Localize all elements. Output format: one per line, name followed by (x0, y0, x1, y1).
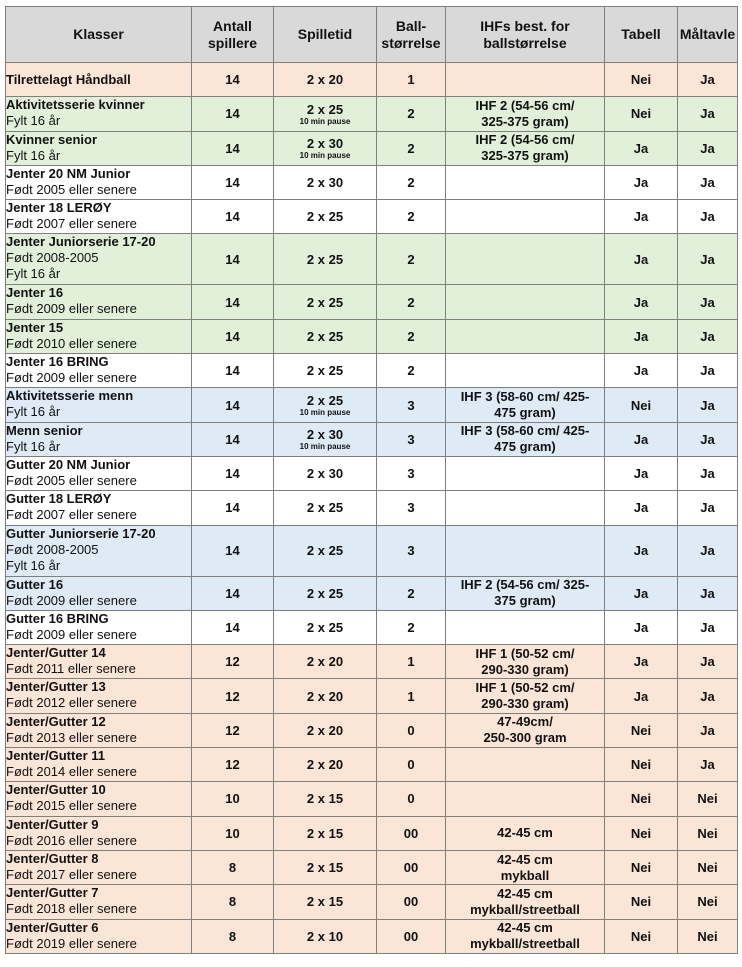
ihf-recommendation (446, 354, 605, 388)
table-row (6, 782, 738, 816)
playing-time-cell (274, 885, 377, 919)
header-klasser: Klasser (6, 7, 192, 63)
tabell-value: Ja (605, 319, 678, 353)
playing-time: 2 x 25 (306, 251, 344, 267)
header-spilletid: Spilletid (274, 7, 377, 63)
ihf-recommendation: 47-49cm/ 250-300 gram (446, 713, 605, 747)
class-cell (6, 200, 192, 234)
class-name: Jenter/Gutter 13 (6, 679, 106, 695)
maltavle-value: Ja (678, 525, 738, 576)
class-name: Jenter/Gutter 8 (6, 850, 99, 866)
class-age-note: Født 2012 eller senere (6, 695, 137, 711)
ihf-recommendation (446, 200, 605, 234)
class-age-note: Fylt 16 år (6, 113, 61, 129)
tabell-value: Nei (605, 713, 678, 747)
players-count: 10 (192, 816, 274, 850)
playing-time: 2 x 25 (306, 585, 344, 601)
header-ihf-best: IHFs best. for ballstørrelse (446, 7, 605, 63)
ball-size: 2 (377, 234, 446, 285)
class-age-note: Født 2019 eller senere (6, 935, 137, 951)
ball-size: 2 (377, 610, 446, 644)
players-count: 14 (192, 285, 274, 319)
class-cell (6, 919, 192, 953)
players-count: 12 (192, 645, 274, 679)
class-name: Jenter 20 NM Junior (6, 165, 131, 181)
playing-time: 2 x 30 (306, 427, 344, 443)
class-age-note: Født 2009 eller senere (6, 370, 137, 386)
playing-time-cell (274, 491, 377, 525)
header-tabell: Tabell (605, 7, 678, 63)
class-cell (6, 679, 192, 713)
ball-size: 3 (377, 422, 446, 456)
class-name: Jenter Juniorserie 17-20 (6, 234, 156, 250)
ihf-recommendation (446, 63, 605, 97)
class-name: Aktivitetsserie menn (6, 388, 134, 404)
table-row (6, 63, 738, 97)
ihf-recommendation (446, 234, 605, 285)
ihf-recommendation: 42-45 cm mykball (446, 850, 605, 884)
playing-time-cell (274, 319, 377, 353)
maltavle-value: Ja (678, 388, 738, 422)
ihf-recommendation: 42-45 cm mykball/streetball (446, 919, 605, 953)
players-count: 12 (192, 679, 274, 713)
table-row (6, 850, 738, 884)
ball-size: 2 (377, 354, 446, 388)
class-cell (6, 885, 192, 919)
pause-note: 10 min pause (299, 442, 351, 452)
playing-time: 2 x 25 (306, 294, 344, 310)
class-age-note: Født 2009 eller senere (6, 626, 137, 642)
class-age-note: Fylt 16 år (6, 147, 61, 163)
tabell-value: Nei (605, 748, 678, 782)
class-age-note: Født 2009 eller senere (6, 592, 137, 608)
players-count: 14 (192, 456, 274, 490)
tabell-value: Ja (605, 354, 678, 388)
class-cell (6, 234, 192, 285)
tabell-value: Ja (605, 679, 678, 713)
playing-time: 2 x 15 (306, 894, 344, 910)
table-row (6, 816, 738, 850)
table-row (6, 576, 738, 610)
playing-time-cell (274, 713, 377, 747)
ball-size: 0 (377, 748, 446, 782)
ball-size: 00 (377, 919, 446, 953)
class-name: Jenter/Gutter 9 (6, 816, 99, 832)
class-name: Menn senior (6, 422, 83, 438)
ball-size: 2 (377, 285, 446, 319)
maltavle-value: Ja (678, 200, 738, 234)
ball-size: 00 (377, 816, 446, 850)
maltavle-value: Ja (678, 97, 738, 131)
pause-note: 10 min pause (299, 116, 351, 126)
players-count: 14 (192, 319, 274, 353)
playing-time: 2 x 25 (306, 328, 344, 344)
header-antall-spillere: Antall spillere (192, 7, 274, 63)
playing-time-cell (274, 97, 377, 131)
players-count: 14 (192, 610, 274, 644)
tabell-value: Ja (605, 422, 678, 456)
class-cell (6, 748, 192, 782)
table-row (6, 200, 738, 234)
players-count: 12 (192, 748, 274, 782)
table-row (6, 885, 738, 919)
players-count: 14 (192, 234, 274, 285)
maltavle-value: Ja (678, 456, 738, 490)
maltavle-value: Nei (678, 850, 738, 884)
class-age-note: Fylt 16 år (6, 404, 61, 420)
class-age-note: Født 2009 eller senere (6, 301, 137, 317)
table-body (6, 63, 738, 954)
maltavle-value: Ja (678, 165, 738, 199)
class-name: Gutter 20 NM Junior (6, 456, 131, 472)
tabell-value: Nei (605, 816, 678, 850)
pause-note: 10 min pause (299, 151, 351, 161)
ball-size: 00 (377, 885, 446, 919)
table-row (6, 285, 738, 319)
players-count: 14 (192, 165, 274, 199)
class-cell (6, 713, 192, 747)
maltavle-value: Ja (678, 491, 738, 525)
class-cell (6, 816, 192, 850)
ihf-recommendation (446, 319, 605, 353)
playing-time-cell (274, 388, 377, 422)
ihf-recommendation (446, 748, 605, 782)
class-name: Jenter/Gutter 11 (6, 748, 105, 764)
tabell-value: Nei (605, 782, 678, 816)
class-cell (6, 491, 192, 525)
players-count: 14 (192, 491, 274, 525)
class-name: Gutter Juniorserie 17-20 (6, 525, 156, 541)
maltavle-value: Ja (678, 234, 738, 285)
maltavle-value: Ja (678, 63, 738, 97)
playing-time-cell (274, 679, 377, 713)
maltavle-value: Ja (678, 645, 738, 679)
ihf-recommendation (446, 525, 605, 576)
class-cell (6, 97, 192, 131)
players-count: 14 (192, 97, 274, 131)
header-ballstorrelse: Ball- størrelse (377, 7, 446, 63)
class-cell (6, 388, 192, 422)
class-cell (6, 319, 192, 353)
playing-time: 2 x 20 (306, 72, 344, 88)
class-age-note: Født 2007 eller senere (6, 507, 137, 523)
class-name: Gutter 16 (6, 576, 64, 592)
tabell-value: Nei (605, 850, 678, 884)
ball-size: 2 (377, 319, 446, 353)
class-cell (6, 610, 192, 644)
ihf-recommendation (446, 610, 605, 644)
tabell-value: Ja (605, 525, 678, 576)
playing-time: 2 x 25 (306, 363, 344, 379)
playing-time-cell (274, 576, 377, 610)
playing-time-cell (274, 610, 377, 644)
class-name: Aktivitetsserie kvinner (6, 97, 145, 113)
maltavle-value: Nei (678, 919, 738, 953)
table-row (6, 354, 738, 388)
table-row (6, 919, 738, 953)
maltavle-value: Nei (678, 885, 738, 919)
playing-time: 2 x 20 (306, 688, 344, 704)
players-count: 14 (192, 354, 274, 388)
ball-size: 1 (377, 679, 446, 713)
class-cell (6, 285, 192, 319)
playing-time: 2 x 15 (306, 860, 344, 876)
playing-time: 2 x 15 (306, 825, 344, 841)
tabell-value: Nei (605, 919, 678, 953)
playing-time: 2 x 15 (306, 791, 344, 807)
class-cell (6, 645, 192, 679)
playing-time-cell (274, 354, 377, 388)
players-count: 12 (192, 713, 274, 747)
playing-time-cell (274, 131, 377, 165)
playing-time-cell (274, 456, 377, 490)
playing-time: 2 x 20 (306, 757, 344, 773)
ihf-recommendation (446, 165, 605, 199)
ihf-recommendation: IHF 1 (50-52 cm/ 290-330 gram) (446, 645, 605, 679)
tabell-value: Nei (605, 388, 678, 422)
table-row (6, 97, 738, 131)
maltavle-value: Ja (678, 610, 738, 644)
ball-size: 2 (377, 97, 446, 131)
ball-size: 3 (377, 491, 446, 525)
table-row (6, 491, 738, 525)
players-count: 14 (192, 63, 274, 97)
handball-classes-table (5, 6, 738, 954)
class-name: Tilrettelagt Håndball (6, 71, 131, 87)
players-count: 14 (192, 525, 274, 576)
class-cell (6, 782, 192, 816)
maltavle-value: Ja (678, 422, 738, 456)
playing-time-cell (274, 919, 377, 953)
playing-time: 2 x 10 (306, 928, 344, 944)
ihf-recommendation: IHF 3 (58-60 cm/ 425- 475 gram) (446, 388, 605, 422)
class-age-note: Født 2015 eller senere (6, 798, 137, 814)
ihf-recommendation: 42-45 cm mykball/streetball (446, 885, 605, 919)
ihf-recommendation: IHF 2 (54-56 cm/ 325- 375 gram) (446, 576, 605, 610)
class-cell (6, 354, 192, 388)
maltavle-value: Ja (678, 679, 738, 713)
tabell-value: Ja (605, 131, 678, 165)
table-row (6, 422, 738, 456)
tabell-value: Nei (605, 97, 678, 131)
tabell-value: Nei (605, 63, 678, 97)
ball-size: 2 (377, 165, 446, 199)
ihf-recommendation (446, 491, 605, 525)
ball-size: 0 (377, 782, 446, 816)
playing-time: 2 x 30 (306, 136, 344, 152)
maltavle-value: Ja (678, 748, 738, 782)
tabell-value: Ja (605, 234, 678, 285)
class-name: Jenter 16 BRING (6, 354, 109, 370)
tabell-value: Ja (605, 610, 678, 644)
class-name: Kvinner senior (6, 131, 98, 147)
class-name: Jenter/Gutter 12 (6, 713, 106, 729)
class-age-note: Fylt 16 år (6, 266, 61, 282)
playing-time-cell (274, 816, 377, 850)
class-age-note: Født 2017 eller senere (6, 866, 137, 882)
players-count: 14 (192, 200, 274, 234)
players-count: 14 (192, 576, 274, 610)
class-cell (6, 525, 192, 576)
class-age-note: Født 2010 eller senere (6, 335, 137, 351)
pause-note: 10 min pause (299, 408, 351, 418)
playing-time-cell (274, 782, 377, 816)
ball-size: 3 (377, 525, 446, 576)
class-cell (6, 576, 192, 610)
maltavle-value: Ja (678, 285, 738, 319)
class-name: Gutter 18 LERØY (6, 491, 112, 507)
ball-size: 2 (377, 131, 446, 165)
maltavle-value: Ja (678, 131, 738, 165)
maltavle-value: Ja (678, 319, 738, 353)
ball-size: 1 (377, 645, 446, 679)
ihf-recommendation (446, 285, 605, 319)
playing-time: 2 x 25 (306, 209, 344, 225)
playing-time: 2 x 25 (306, 393, 344, 409)
ball-size: 0 (377, 713, 446, 747)
ihf-recommendation: IHF 3 (58-60 cm/ 425- 475 gram) (446, 422, 605, 456)
table-row (6, 713, 738, 747)
class-age-note: Født 2008-2005 (6, 250, 99, 266)
playing-time: 2 x 25 (306, 620, 344, 635)
class-age-note: Født 2013 eller senere (6, 729, 137, 745)
playing-time: 2 x 20 (306, 654, 344, 670)
players-count: 10 (192, 782, 274, 816)
playing-time-cell (274, 645, 377, 679)
table-row (6, 645, 738, 679)
class-age-note: Født 2018 eller senere (6, 901, 137, 917)
table-row (6, 131, 738, 165)
header-maltavle: Måltavle (678, 7, 738, 63)
class-age-note: Født 2008-2005 (6, 541, 99, 557)
ball-size: 00 (377, 850, 446, 884)
table-row (6, 234, 738, 285)
class-name: Jenter/Gutter 10 (6, 782, 106, 798)
ball-size: 1 (377, 63, 446, 97)
class-name: Jenter 18 LERØY (6, 200, 112, 216)
class-cell (6, 850, 192, 884)
tabell-value: Ja (605, 456, 678, 490)
class-cell (6, 456, 192, 490)
table-row (6, 456, 738, 490)
maltavle-value: Ja (678, 354, 738, 388)
table-row (6, 319, 738, 353)
tabell-value: Ja (605, 645, 678, 679)
tabell-value: Ja (605, 165, 678, 199)
class-name: Jenter 16 (6, 285, 64, 301)
playing-time: 2 x 25 (306, 500, 344, 516)
tabell-value: Ja (605, 200, 678, 234)
class-name: Gutter 16 BRING (6, 610, 109, 626)
playing-time: 2 x 30 (306, 466, 344, 482)
class-cell (6, 63, 192, 97)
tabell-value: Ja (605, 491, 678, 525)
table-row (6, 610, 738, 644)
ihf-recommendation: 42-45 cm (446, 816, 605, 850)
playing-time-cell (274, 850, 377, 884)
tabell-value: Ja (605, 576, 678, 610)
ball-size: 3 (377, 456, 446, 490)
playing-time-cell (274, 63, 377, 97)
ball-size: 3 (377, 388, 446, 422)
class-age-note: Født 2011 eller senere (6, 661, 136, 677)
class-cell (6, 131, 192, 165)
playing-time-cell (274, 422, 377, 456)
players-count: 8 (192, 919, 274, 953)
players-count: 8 (192, 885, 274, 919)
playing-time-cell (274, 525, 377, 576)
playing-time: 2 x 25 (306, 101, 344, 117)
maltavle-value: Ja (678, 576, 738, 610)
class-name: Jenter/Gutter 7 (6, 885, 99, 901)
playing-time-cell (274, 285, 377, 319)
maltavle-value: Ja (678, 713, 738, 747)
maltavle-value: Nei (678, 782, 738, 816)
players-count: 14 (192, 131, 274, 165)
maltavle-value: Nei (678, 816, 738, 850)
playing-time-cell (274, 234, 377, 285)
ball-size: 2 (377, 200, 446, 234)
ihf-recommendation: IHF 2 (54-56 cm/ 325-375 gram) (446, 131, 605, 165)
table-row (6, 388, 738, 422)
class-name: Jenter 15 (6, 319, 64, 335)
playing-time: 2 x 25 (306, 543, 344, 559)
class-age-note: Født 2007 eller senere (6, 216, 137, 232)
class-age-note: Født 2005 eller senere (6, 472, 137, 488)
class-age-note: Fylt 16 år (6, 438, 61, 454)
players-count: 14 (192, 422, 274, 456)
table-row (6, 165, 738, 199)
table-row (6, 748, 738, 782)
class-cell (6, 165, 192, 199)
playing-time: 2 x 20 (306, 722, 344, 738)
class-age-note: Født 2005 eller senere (6, 181, 137, 197)
playing-time-cell (274, 200, 377, 234)
ihf-recommendation: IHF 2 (54-56 cm/ 325-375 gram) (446, 97, 605, 131)
players-count: 14 (192, 388, 274, 422)
class-age-note: Født 2016 eller senere (6, 832, 137, 848)
class-age-note: Fylt 16 år (6, 557, 61, 573)
players-count: 8 (192, 850, 274, 884)
playing-time-cell (274, 165, 377, 199)
ball-size: 2 (377, 576, 446, 610)
table-row (6, 525, 738, 576)
class-cell (6, 422, 192, 456)
class-name: Jenter/Gutter 14 (6, 645, 106, 661)
playing-time-cell (274, 748, 377, 782)
tabell-value: Nei (605, 885, 678, 919)
class-name: Jenter/Gutter 6 (6, 919, 99, 935)
header-row (6, 7, 738, 63)
tabell-value: Ja (605, 285, 678, 319)
ihf-recommendation: IHF 1 (50-52 cm/ 290-330 gram) (446, 679, 605, 713)
class-age-note: Født 2014 eller senere (6, 764, 137, 780)
playing-time: 2 x 30 (306, 175, 344, 191)
ihf-recommendation (446, 456, 605, 490)
ihf-recommendation (446, 782, 605, 816)
table-row (6, 679, 738, 713)
